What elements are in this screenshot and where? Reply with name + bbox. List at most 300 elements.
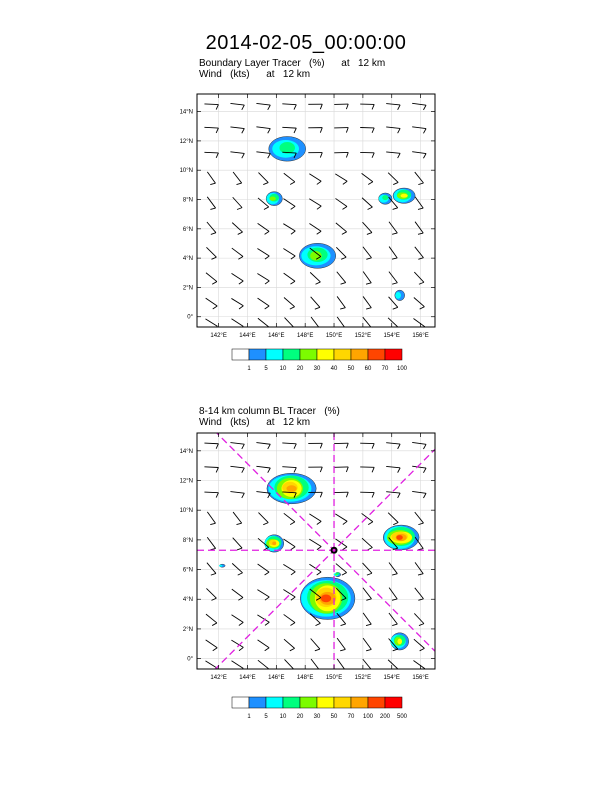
wind-barb xyxy=(230,492,244,498)
y-tick-label-6: 12°N xyxy=(179,138,193,145)
wind-barb-shaft xyxy=(310,272,320,282)
x-tick-label-4: 150°E xyxy=(325,675,343,681)
wind-barb xyxy=(389,562,397,575)
wind-barb-shaft xyxy=(311,639,320,650)
wind-barb xyxy=(388,318,398,330)
colorbar-swatch-0 xyxy=(232,349,249,360)
colorbar-label-0: 1 xyxy=(247,366,251,372)
wind-barb-flag xyxy=(210,183,215,184)
colorbar-label-3: 20 xyxy=(296,714,304,720)
wind-barb-shaft xyxy=(233,538,242,548)
wind-barb xyxy=(334,443,348,448)
wind-barb-flag xyxy=(291,231,295,234)
wind-barb xyxy=(284,273,295,284)
wind-barb-shaft xyxy=(204,104,218,105)
wind-barb-shaft xyxy=(230,466,244,468)
tracer-blob-level-7 xyxy=(286,485,296,492)
wind-barb xyxy=(337,659,345,672)
wind-barb-flag xyxy=(423,444,426,449)
wind-barb xyxy=(233,197,242,209)
colorbar-label-6: 50 xyxy=(347,366,355,372)
wind-barb-shaft xyxy=(207,172,215,183)
wind-barb-shaft xyxy=(230,492,244,494)
cross-center-dot xyxy=(333,549,336,552)
wind-barb xyxy=(309,174,321,185)
wind-barb-flag xyxy=(342,573,347,576)
wind-barb xyxy=(206,588,216,600)
wind-barb-flag xyxy=(237,208,242,210)
wind-barb xyxy=(388,513,398,525)
wind-barb-shaft xyxy=(204,152,218,153)
colorbar-label-7: 100 xyxy=(362,714,374,720)
y-tick-label-0: 0° xyxy=(187,314,193,321)
wind-barb-flag xyxy=(265,231,270,234)
wind-barb-flag xyxy=(316,282,321,284)
wind-barb-shaft xyxy=(415,222,423,233)
wind-barb xyxy=(362,173,373,184)
wind-barb-flag xyxy=(315,649,320,651)
colorbar-swatch-7 xyxy=(351,349,368,360)
wind-barb-shaft xyxy=(207,537,215,548)
wind-barb-flag xyxy=(265,597,269,600)
wind-barb-flag xyxy=(393,327,398,329)
wind-barb xyxy=(414,272,424,284)
wind-barb-flag xyxy=(265,622,269,625)
wind-barb xyxy=(415,588,424,600)
wind-barb-flag xyxy=(368,207,373,209)
wind-barb-flag xyxy=(320,492,322,497)
wind-barb-flag xyxy=(212,282,217,285)
wind-barb-shaft xyxy=(230,152,244,154)
wind-barb xyxy=(415,247,424,259)
wind-barb-shaft xyxy=(414,639,425,648)
colorbar-swatch-9 xyxy=(385,697,402,708)
wind-barb-flag xyxy=(216,493,218,498)
wind-barb xyxy=(415,562,423,575)
wind-barb-shaft xyxy=(258,173,268,183)
wind-barb xyxy=(232,319,244,330)
wind-barb-shaft xyxy=(232,661,244,669)
wind-barb-flag xyxy=(342,232,347,235)
wind-barb-flag xyxy=(289,670,294,672)
wind-barb-flag xyxy=(392,233,397,234)
wind-barb-flag xyxy=(294,444,296,449)
wind-barb-flag xyxy=(341,624,346,626)
wind-barb-shaft xyxy=(284,639,295,648)
wind-barb xyxy=(388,660,398,672)
wind-barb xyxy=(414,297,425,309)
wind-barb-shaft xyxy=(232,273,244,281)
wind-barb-flag xyxy=(372,467,374,472)
wind-barb xyxy=(256,152,270,158)
wind-barb-flag xyxy=(265,306,269,309)
wind-barb xyxy=(232,661,244,672)
wind-barb-shaft xyxy=(363,271,371,282)
wind-barb-flag xyxy=(393,182,398,184)
wind-barb-shaft xyxy=(258,318,269,327)
wind-barb xyxy=(386,127,400,133)
wind-barb-flag xyxy=(265,281,269,284)
wind-barb-flag xyxy=(317,206,321,209)
wind-barb-shaft xyxy=(336,223,347,232)
wind-barb-shaft xyxy=(412,491,426,493)
wind-barb-shaft xyxy=(415,172,424,183)
wind-barb-flag xyxy=(263,183,268,185)
colorbar-label-8: 200 xyxy=(379,714,391,720)
wind-barb-flag xyxy=(216,128,218,133)
wind-barb-shaft xyxy=(233,512,242,523)
colorbar-swatch-3 xyxy=(283,697,300,708)
wind-barb-shaft xyxy=(415,197,423,208)
wind-barb-shaft xyxy=(389,272,397,283)
wind-barb-flag xyxy=(343,181,347,184)
x-tick-label-1: 144°E xyxy=(239,675,256,681)
wind-barb-flag xyxy=(239,622,243,625)
wind-barb-shaft xyxy=(386,127,400,128)
wind-barb xyxy=(386,466,400,472)
wind-barb-shaft xyxy=(257,273,269,280)
wind-barb xyxy=(334,492,348,497)
wind-barb-flag xyxy=(210,208,215,209)
wind-barb xyxy=(360,152,374,157)
wind-barb-flag xyxy=(239,281,243,284)
wind-barb-shaft xyxy=(363,247,372,258)
wind-barb xyxy=(308,153,322,158)
wind-barb-shaft xyxy=(206,273,217,282)
panel-1-title-line-1: Boundary Layer Tracer (%) at 12 km xyxy=(199,58,386,69)
wind-barb xyxy=(230,103,244,109)
wind-barb-flag xyxy=(423,493,426,498)
wind-barb xyxy=(308,128,322,133)
colorbar-label-8: 70 xyxy=(381,366,389,372)
wind-barb-flag xyxy=(346,128,348,133)
colorbar-swatch-1 xyxy=(249,349,266,360)
wind-barb-shaft xyxy=(362,538,372,547)
wind-barb-flag xyxy=(291,547,295,550)
wind-barb-shaft xyxy=(336,564,347,573)
wind-barb xyxy=(257,249,269,260)
wind-barb-flag xyxy=(393,307,398,309)
colorbar-swatch-2 xyxy=(266,349,283,360)
wind-barb xyxy=(283,539,295,550)
wind-barb xyxy=(415,197,423,210)
wind-barb-shaft xyxy=(362,198,372,207)
wind-barb xyxy=(205,661,217,672)
wind-barb xyxy=(256,443,270,449)
wind-barb xyxy=(337,296,345,309)
wind-barb xyxy=(282,467,296,473)
y-tick-label-2: 4°N xyxy=(182,597,193,604)
wind-barb-shaft xyxy=(206,247,216,257)
wind-barb xyxy=(337,638,345,651)
y-tick-label-4: 8°N xyxy=(182,197,193,204)
colorbar-swatch-5 xyxy=(317,349,334,360)
wind-barb xyxy=(230,152,244,158)
wind-barb xyxy=(360,467,374,472)
tracer-blob-level-8 xyxy=(396,535,402,540)
wind-barb-flag xyxy=(213,306,217,309)
wind-barb-flag xyxy=(340,308,345,309)
wind-barb-flag xyxy=(392,283,397,284)
wind-barb-shaft xyxy=(230,103,244,105)
wind-barb xyxy=(389,222,397,235)
wind-barb xyxy=(308,443,322,448)
wind-barb xyxy=(285,318,295,330)
wind-barb-flag xyxy=(265,648,269,651)
wind-barb xyxy=(258,513,268,525)
colorbar-swatch-2 xyxy=(266,697,283,708)
wind-barb-shaft xyxy=(233,197,242,207)
wind-barb-flag xyxy=(398,468,401,473)
wind-barb-shaft xyxy=(285,659,295,669)
wind-barb xyxy=(415,222,423,235)
wind-barb xyxy=(389,247,397,260)
wind-barb xyxy=(283,249,295,260)
wind-barb-flag xyxy=(317,572,321,575)
x-tick-label-3: 148°E xyxy=(296,675,314,681)
wind-barb-flag xyxy=(211,233,216,235)
wind-barb-shaft xyxy=(389,247,397,258)
wind-barb xyxy=(363,659,372,671)
tracer-blob-level-3 xyxy=(382,195,388,200)
wind-barb-flag xyxy=(368,182,373,185)
wind-barb-shaft xyxy=(412,103,426,105)
wind-barb-shaft xyxy=(204,443,218,444)
wind-barb-flag xyxy=(346,104,348,109)
colorbar-swatch-4 xyxy=(300,349,317,360)
wind-barb xyxy=(205,319,217,330)
wind-barb-shaft xyxy=(414,297,425,306)
wind-barb xyxy=(363,638,371,651)
wind-barb-shaft xyxy=(284,614,295,622)
colorbar-label-5: 40 xyxy=(330,366,338,372)
wind-barb-shaft xyxy=(309,514,321,522)
tracer-blob-level-4 xyxy=(335,574,337,576)
wind-barb-flag xyxy=(419,624,424,626)
wind-barb-shaft xyxy=(231,298,243,305)
wind-barb-shaft xyxy=(311,297,320,308)
y-tick-label-1: 2°N xyxy=(182,285,193,292)
colorbar-label-9: 500 xyxy=(396,714,408,720)
wind-barb-shaft xyxy=(204,127,218,128)
wind-barb-flag xyxy=(238,573,243,575)
wind-barb xyxy=(232,615,244,626)
wind-barb xyxy=(362,563,371,575)
wind-barb-shaft xyxy=(386,104,400,105)
wind-barb-flag xyxy=(268,468,271,473)
tracer-blob-level-2 xyxy=(219,565,222,567)
wind-barb-shaft xyxy=(230,127,244,129)
wind-barb xyxy=(413,319,424,330)
wind-barb-flag xyxy=(392,624,397,625)
colorbar-swatch-5 xyxy=(317,697,334,708)
wind-barb xyxy=(389,588,397,601)
tracer-blob-level-3 xyxy=(279,142,295,154)
wind-barb-flag xyxy=(423,105,426,110)
wind-barb xyxy=(309,539,321,550)
wind-barb-shaft xyxy=(335,174,347,181)
x-tick-label-1: 144°E xyxy=(239,333,256,339)
wind-barb-shaft xyxy=(258,660,269,669)
wind-barb xyxy=(206,614,217,625)
colorbar-swatch-8 xyxy=(368,349,385,360)
colorbar-swatch-0 xyxy=(232,697,249,708)
y-tick-label-5: 10°N xyxy=(179,508,193,515)
wind-barb-flag xyxy=(423,154,426,159)
wind-barb xyxy=(360,104,374,109)
wind-barb-shaft xyxy=(284,273,295,281)
wind-barb xyxy=(363,296,371,309)
colorbar-swatch-8 xyxy=(368,697,385,708)
wind-barb-shaft xyxy=(282,127,296,128)
wind-barb xyxy=(412,103,426,110)
wind-barb-shaft xyxy=(363,613,371,624)
wind-barb-flag xyxy=(346,152,348,157)
wind-barb-shaft xyxy=(363,659,372,670)
wind-barb xyxy=(415,172,424,184)
y-tick-label-7: 14°N xyxy=(179,109,193,116)
wind-barb xyxy=(284,614,295,625)
wind-barb xyxy=(204,127,218,133)
wind-barb xyxy=(362,513,373,524)
wind-barb-flag xyxy=(239,647,243,650)
wind-barb xyxy=(204,492,218,498)
wind-barb-flag xyxy=(342,547,347,550)
wind-barb xyxy=(389,613,397,626)
tracer-blob-level-7 xyxy=(272,542,276,546)
panel-1-title-line-2: Wind (kts) at 12 km xyxy=(199,69,311,80)
wind-barb-shaft xyxy=(311,659,319,670)
wind-barb xyxy=(337,317,345,330)
wind-barb-flag xyxy=(366,624,371,625)
wind-barb-shaft xyxy=(258,564,269,572)
wind-barb-shaft xyxy=(389,588,397,599)
wind-barb-flag xyxy=(340,328,345,329)
wind-barb-flag xyxy=(290,522,295,525)
wind-barb-flag xyxy=(290,648,295,650)
wind-barb xyxy=(362,222,371,234)
wind-barb-shaft xyxy=(205,661,217,668)
wind-barb xyxy=(204,443,218,449)
wind-barb xyxy=(207,172,215,185)
wind-barb-flag xyxy=(346,443,348,448)
wind-barb-flag xyxy=(346,467,348,472)
wind-barb xyxy=(412,442,426,449)
wind-barb xyxy=(360,128,374,133)
x-tick-label-5: 152°E xyxy=(354,675,372,681)
wind-barb xyxy=(308,467,322,472)
wind-barb-flag xyxy=(294,105,296,110)
wind-barb-flag xyxy=(264,207,269,210)
wind-barb-flag xyxy=(291,572,295,575)
wind-barb-shaft xyxy=(257,590,269,597)
wind-barb-shaft xyxy=(386,152,400,153)
wind-barb xyxy=(388,173,398,185)
wind-barb-flag xyxy=(392,574,397,575)
wind-barb xyxy=(336,247,346,259)
wind-barb xyxy=(283,199,295,210)
colorbar-swatch-9 xyxy=(385,349,402,360)
x-tick-label-6: 154°E xyxy=(383,333,400,339)
colorbar-label-4: 30 xyxy=(313,366,321,372)
wind-barb-shaft xyxy=(413,319,424,327)
wind-barb-shaft xyxy=(207,197,215,208)
wind-barb-shaft xyxy=(362,173,373,181)
colorbar-label-1: 5 xyxy=(264,714,268,720)
wind-barb-shaft xyxy=(413,660,424,668)
wind-barb xyxy=(232,273,244,284)
tracer-blob-level-5 xyxy=(401,194,408,198)
wind-barb-flag xyxy=(213,648,217,651)
wind-barb-shaft xyxy=(388,318,398,328)
wind-barb xyxy=(309,514,321,525)
wind-barb xyxy=(206,247,216,259)
wind-barb xyxy=(337,272,346,284)
wind-barb-shaft xyxy=(386,466,400,467)
wind-barb-shaft xyxy=(415,562,423,573)
colorbar-label-0: 1 xyxy=(247,714,251,720)
wind-barb xyxy=(334,467,348,472)
wind-barb-shaft xyxy=(412,152,426,154)
wind-barb xyxy=(258,173,268,185)
wind-barb-flag xyxy=(290,281,295,284)
wind-barb xyxy=(363,247,372,260)
wind-barb-flag xyxy=(290,182,295,185)
wind-barb xyxy=(257,273,269,284)
wind-barb-flag xyxy=(418,183,423,185)
wind-barb-shaft xyxy=(282,443,296,444)
wind-barb xyxy=(232,589,243,600)
wind-barb xyxy=(256,466,270,472)
wind-barb-shaft xyxy=(363,588,372,599)
wind-barb-flag xyxy=(268,444,271,449)
wind-barb-shaft xyxy=(415,588,424,599)
wind-barb-flag xyxy=(242,129,245,134)
wind-barb xyxy=(386,104,400,110)
page-title: 2014-02-05_00:00:00 xyxy=(205,32,407,54)
wind-barb xyxy=(363,271,371,284)
wind-barb-flag xyxy=(216,153,218,158)
wind-barb-flag xyxy=(372,493,374,498)
wind-barb xyxy=(232,248,243,259)
wind-barb xyxy=(311,639,320,651)
colorbar-1 xyxy=(232,349,408,372)
wind-barb-flag xyxy=(372,444,374,449)
wind-barb xyxy=(258,318,269,329)
y-tick-label-3: 6°N xyxy=(182,567,193,574)
wind-barb-flag xyxy=(372,153,374,158)
wind-barb-flag xyxy=(393,522,398,524)
wind-barb-shaft xyxy=(309,199,321,206)
wind-barb-flag xyxy=(317,546,321,549)
wind-barb-flag xyxy=(320,128,322,133)
wind-barb-shaft xyxy=(415,512,424,523)
wind-barb-flag xyxy=(317,181,321,184)
wind-barb-shaft xyxy=(232,223,242,232)
wind-barb-shaft xyxy=(415,247,424,258)
wind-barb-flag xyxy=(314,328,319,329)
wind-barb-shaft xyxy=(412,466,426,468)
wind-barb-shaft xyxy=(335,514,347,521)
wind-barb-shaft xyxy=(309,223,321,231)
wind-barb-flag xyxy=(238,232,243,234)
x-tick-label-0: 142°E xyxy=(210,333,227,339)
wind-barb xyxy=(412,127,426,134)
wind-barb-shaft xyxy=(206,298,218,306)
wind-barb-flag xyxy=(294,468,296,473)
tracer-blob-level-8 xyxy=(321,595,331,603)
wind-barb xyxy=(233,538,242,550)
